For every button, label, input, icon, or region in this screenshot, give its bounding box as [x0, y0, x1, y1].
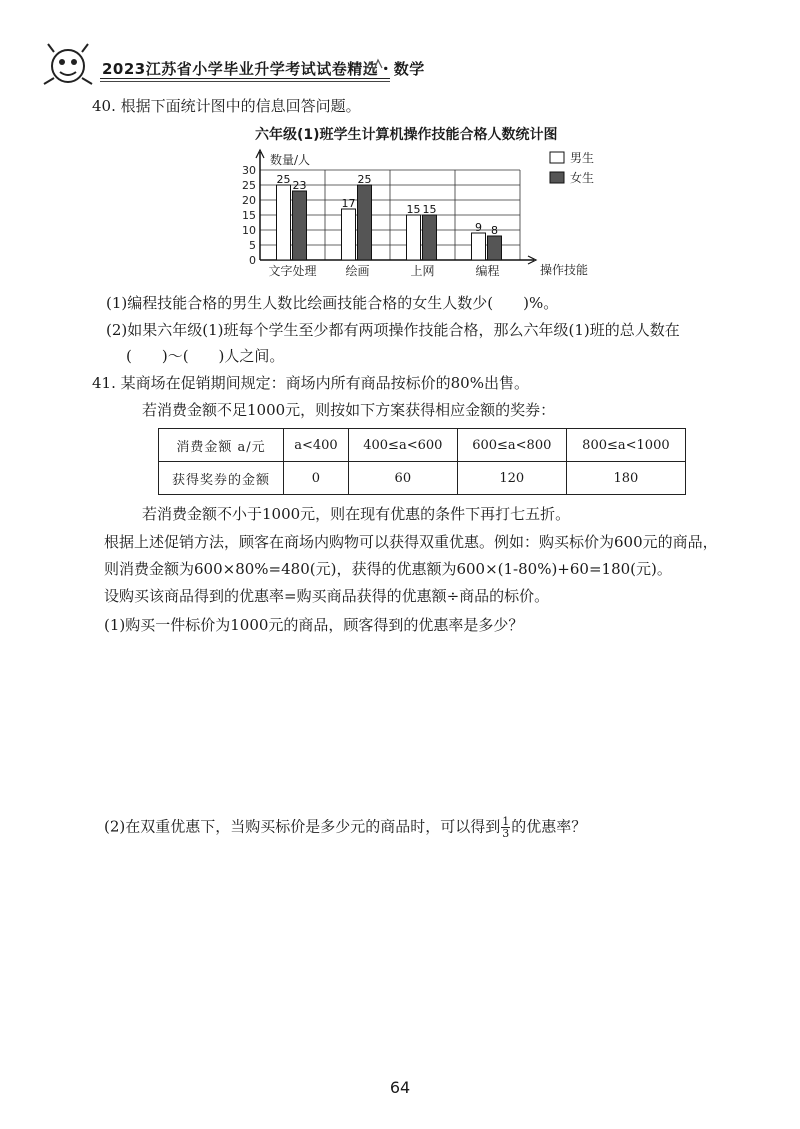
q41-line3: 若消费金额不小于1000元，则在现有优惠的条件下再打七五折。 — [142, 505, 571, 523]
y-tick-label: 10 — [242, 224, 256, 237]
legend-label: 女生 — [570, 171, 595, 185]
data-label: 25 — [357, 173, 372, 186]
category-label: 绘画 — [345, 264, 370, 278]
y-tick-label: 30 — [242, 164, 256, 177]
q41-line6: 设购买该商品得到的优惠率=购买商品获得的优惠额÷商品的标价。 — [104, 587, 550, 605]
table-cell: 0 — [284, 462, 349, 495]
q41-line5: 则消费金额为600×80%=480(元)，获得的优惠额为600×(1-80%)+60=180(元)。 — [104, 560, 672, 578]
data-label: 17 — [341, 197, 356, 210]
category-label: 编程 — [475, 264, 500, 278]
q41-part1: (1)购买一件标价为1000元的商品，顾客得到的优惠率是多少？ — [104, 616, 524, 634]
x-axis-label: 操作技能 — [540, 263, 589, 277]
q41-line2: 若消费金额不足1000元，则按如下方案获得相应金额的奖券： — [142, 401, 556, 419]
data-label: 15 — [406, 203, 421, 216]
data-label: 23 — [292, 179, 307, 192]
bar-chart — [210, 144, 620, 286]
table-row — [159, 429, 686, 462]
chart-title: 六年级(1)班学生计算机操作技能合格人数统计图 — [255, 127, 558, 143]
bar-男生 — [407, 215, 421, 260]
legend-swatch — [550, 172, 564, 183]
fraction-numerator: 1 — [502, 815, 510, 828]
q40-part2-line2: ( )～( )人之间。 — [126, 347, 285, 365]
bar-女生 — [293, 191, 307, 260]
table-cell: 获得奖券的金额 — [159, 462, 284, 495]
table-row — [159, 462, 686, 495]
chart-legend — [550, 150, 594, 185]
bar-女生 — [358, 185, 372, 260]
bar-男生 — [472, 233, 486, 260]
prize-table — [158, 428, 686, 495]
q41-line4: 根据上述促销方法，顾客在商场内购物可以获得双重优惠。例如：购买标价为600元的商品， — [104, 533, 718, 551]
q40-part2-line1: (2)如果六年级(1)班每个学生至少都有两项操作技能合格，那么六年级(1)班的总人数在 — [106, 321, 680, 339]
y-axis-label: 数量/人 — [270, 153, 311, 167]
q40-part1: (1)编程技能合格的男生人数比绘画技能合格的女生人数少( )%。 — [106, 294, 559, 312]
q40-stem: 40. 根据下面统计图中的信息回答问题。 — [92, 97, 361, 115]
legend-label: 男生 — [570, 151, 595, 165]
header-rule-secondary — [100, 81, 390, 82]
table-header-cell: 消费金额 a/元 — [159, 429, 284, 462]
mascot-logo — [40, 40, 98, 88]
q41-part2-prefix: (2)在双重优惠下，当购买标价是多少元的商品时，可以得到 — [104, 817, 501, 836]
data-label: 15 — [422, 203, 437, 216]
table-cell: 60 — [348, 462, 457, 495]
bar-女生 — [488, 236, 502, 260]
bar-女生 — [423, 215, 437, 260]
table-cell: 120 — [457, 462, 566, 495]
legend-swatch — [550, 152, 564, 163]
bar-男生 — [277, 185, 291, 260]
q41-part2-suffix: 的优惠率？ — [511, 817, 587, 836]
table-header-cell: 800≤a<1000 — [566, 429, 685, 462]
chart-bars — [277, 185, 502, 260]
bar-男生 — [342, 209, 356, 260]
header-rule — [100, 78, 390, 79]
table-header-cell: a<400 — [284, 429, 349, 462]
page-number: 64 — [389, 1078, 411, 1097]
fraction-denominator: 3 — [502, 827, 510, 840]
q41-stem: 41. 某商场在促销期间规定：商场内所有商品按标价的80%出售。 — [92, 374, 529, 392]
q41-part2 — [104, 816, 586, 839]
category-label: 文字处理 — [268, 264, 317, 278]
y-tick-label: 0 — [249, 254, 256, 267]
y-tick-label: 5 — [249, 239, 256, 252]
category-label: 上网 — [410, 264, 435, 278]
y-tick-label: 25 — [242, 179, 256, 192]
fraction-one-third — [501, 816, 510, 839]
header-decoration-icon — [362, 58, 384, 76]
data-label: 9 — [475, 221, 482, 234]
table-header-cell: 600≤a<800 — [457, 429, 566, 462]
y-tick-label: 15 — [242, 209, 256, 222]
y-tick-label: 20 — [242, 194, 256, 207]
table-cell: 180 — [566, 462, 685, 495]
header-title: 2023江苏省小学毕业升学考试试卷精选・数学 — [102, 60, 425, 78]
data-label: 25 — [276, 173, 291, 186]
table-header-cell: 400≤a<600 — [348, 429, 457, 462]
data-label: 8 — [491, 224, 498, 237]
